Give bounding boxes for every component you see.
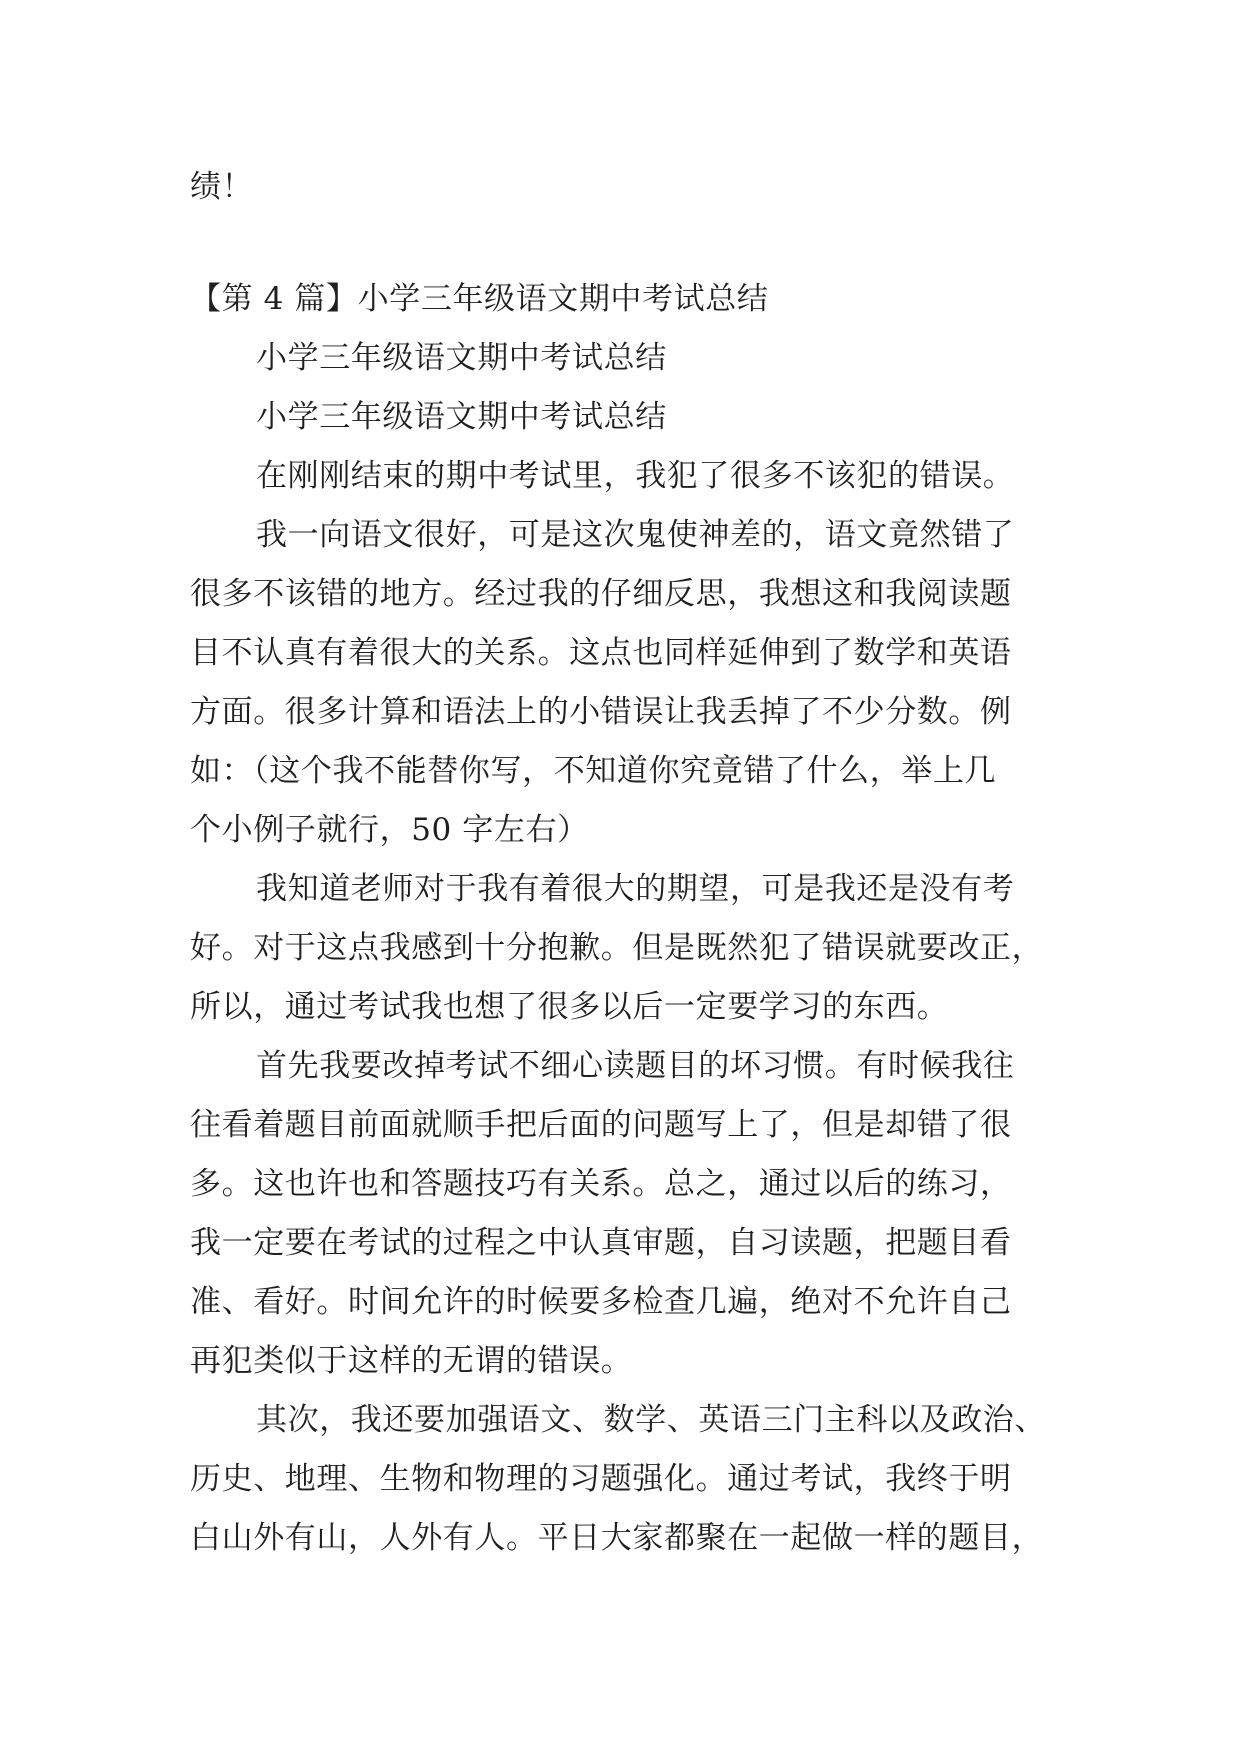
article-subtitle: 小学三年级语文期中考试总结 — [256, 399, 667, 435]
paragraph-line: 再犯类似于这样的无谓的错误。 — [190, 1343, 633, 1379]
text-line: 绩！ — [190, 169, 254, 205]
paragraph-line: 我一向语文很好，可是这次鬼使神差的，语文竟然错了 — [256, 517, 1015, 553]
document-body — [190, 158, 1055, 1568]
paragraph-line: 历史、地理、生物和物理的习题强化。通过考试，我终于明 — [190, 1461, 1012, 1497]
paragraph-line: 如：（这个我不能替你写，不知道你究竟错了什么，举上几 — [190, 753, 997, 789]
paragraph-line: 我一定要在考试的过程之中认真审题，自习读题，把题目看 — [190, 1225, 1012, 1261]
article-title: 小学三年级语文期中考试总结 — [256, 340, 667, 376]
paragraph-line: 白山外有山，人外有人。平日大家都聚在一起做一样的题目， — [190, 1520, 1044, 1556]
paragraph-line: 往看着题目前面就顺手把后面的问题写上了，但是却错了很 — [190, 1107, 1012, 1143]
paragraph-line: 目不认真有着很大的关系。这点也同样延伸到了数学和英语 — [190, 635, 1012, 671]
paragraph-line: 准、看好。时间允许的时候要多检查几遍，绝对不允许自己 — [190, 1284, 1012, 1320]
paragraph-line: 方面。很多计算和语法上的小错误让我丢掉了不少分数。例 — [190, 694, 1012, 730]
paragraph-line: 在刚刚结束的期中考试里，我犯了很多不该犯的错误。 — [256, 458, 1015, 494]
paragraph-line: 首先我要改掉考试不细心读题目的坏习惯。有时候我往 — [256, 1048, 1015, 1084]
paragraph-line: 其次，我还要加强语文、数学、英语三门主科以及政治、 — [256, 1402, 1046, 1438]
paragraph-line: 个小例子就行，50 字左右） — [190, 812, 589, 848]
paragraph-line: 好。对于这点我感到十分抱歉。但是既然犯了错误就要改正， — [190, 930, 1044, 966]
paragraph-line: 我知道老师对于我有着很大的期望，可是我还是没有考 — [256, 871, 1015, 907]
paragraph-line: 很多不该错的地方。经过我的仔细反思，我想这和我阅读题 — [190, 576, 1012, 612]
paragraph-line: 多。这也许也和答题技巧有关系。总之，通过以后的练习， — [190, 1166, 1012, 1202]
paragraph-line: 所以，通过考试我也想了很多以后一定要学习的东西。 — [190, 989, 949, 1025]
article-heading: 【第 4 篇】小学三年级语文期中考试总结 — [190, 281, 769, 317]
